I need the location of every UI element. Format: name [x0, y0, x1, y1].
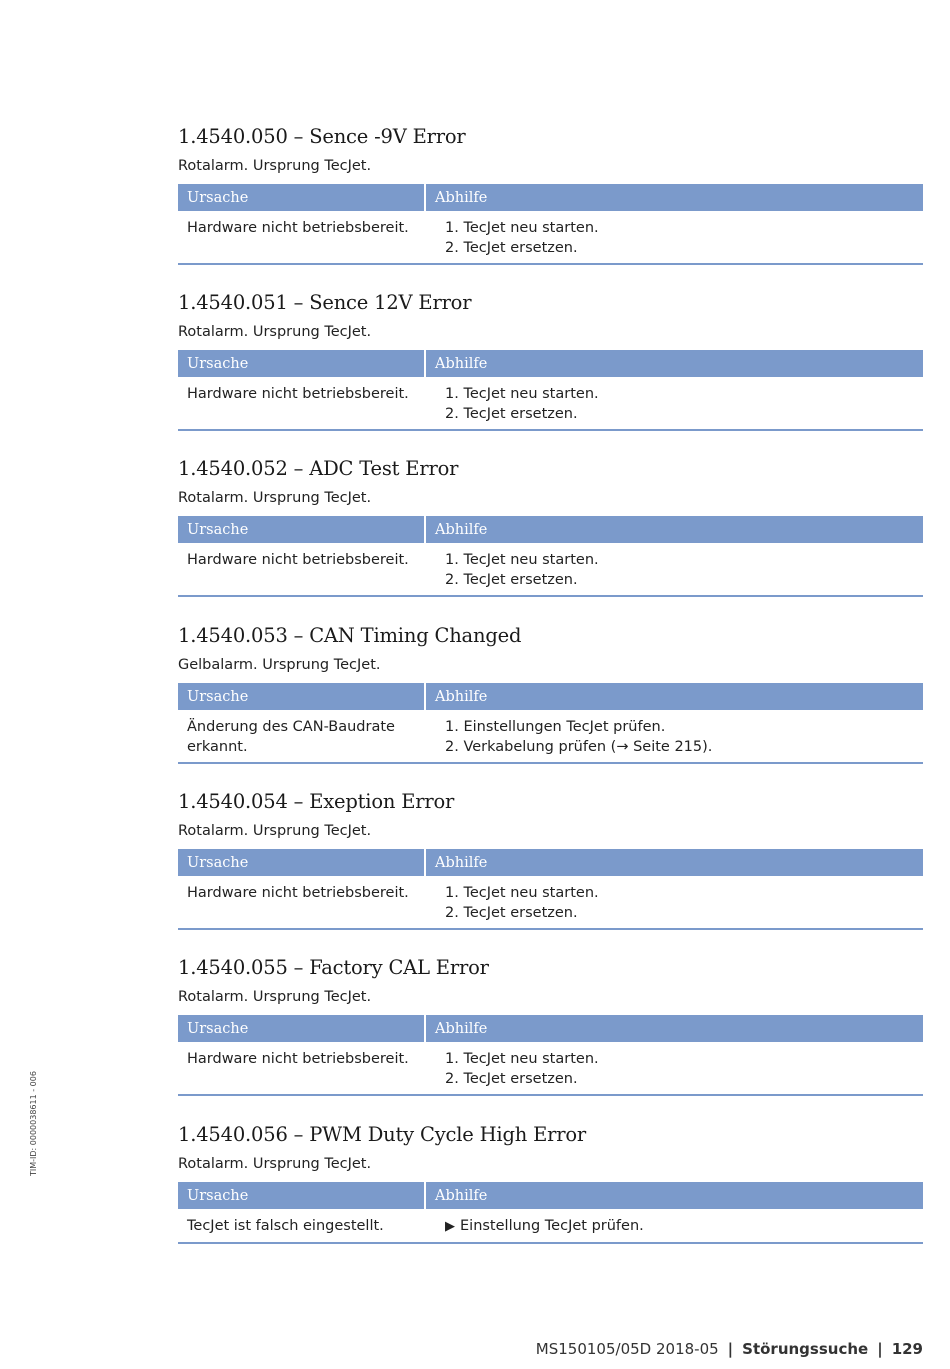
remedy-step: 2. TecJet ersetzen. — [445, 572, 578, 588]
remedy-step: 2. TecJet ersetzen. — [445, 240, 578, 256]
remedy-step: 1. TecJet neu starten. — [445, 885, 599, 901]
remedy-step: 1. TecJet neu starten. — [445, 552, 599, 568]
header-cause: Ursache — [178, 683, 425, 710]
section-title: 1.4540.053 – CAN Timing Changed — [178, 624, 522, 647]
section-title: 1.4540.054 – Exeption Error — [178, 790, 455, 813]
cause-cell: Hardware nicht betriebsbereit. — [178, 211, 425, 264]
footer-doc-number: MS150105/05D 2018-05 — [535, 1340, 719, 1358]
footer-page-number: 129 — [891, 1340, 923, 1358]
table-header-row — [178, 184, 923, 211]
table-row — [178, 377, 923, 430]
footer-separator: | — [877, 1340, 883, 1358]
error-section-4540-050 — [178, 122, 923, 265]
remedy-steps — [445, 717, 923, 757]
cause-line: erkannt. — [187, 739, 248, 755]
table-header-row — [178, 1015, 923, 1042]
header-cause: Ursache — [178, 184, 425, 211]
section-title: 1.4540.052 – ADC Test Error — [178, 457, 459, 480]
footer-chapter: Störungssuche — [742, 1340, 869, 1358]
error-section-4540-051 — [178, 288, 923, 431]
section-title: 1.4540.056 – PWM Duty Cycle High Error — [178, 1123, 587, 1146]
remedy-step: 1. TecJet neu starten. — [445, 220, 599, 236]
table-row — [178, 543, 923, 596]
error-table — [178, 1015, 923, 1096]
section-subtitle: Gelbalarm. Ursprung TecJet. — [178, 657, 381, 673]
header-cause: Ursache — [178, 516, 425, 543]
error-table — [178, 350, 923, 431]
table-row — [178, 1209, 923, 1243]
remedy-step: 2. TecJet ersetzen. — [445, 406, 578, 422]
cause-cell: Hardware nicht betriebsbereit. — [178, 1042, 425, 1095]
header-cause: Ursache — [178, 350, 425, 377]
cause-cell — [178, 710, 425, 763]
table-header-row — [178, 1182, 923, 1209]
remedy-step: 2. TecJet ersetzen. — [445, 905, 578, 921]
remedy-cell — [425, 1042, 923, 1095]
header-remedy: Abhilfe — [425, 184, 923, 211]
error-table — [178, 683, 923, 764]
remedy-steps — [445, 1049, 923, 1089]
header-remedy: Abhilfe — [425, 849, 923, 876]
remedy-steps — [445, 550, 923, 590]
section-subtitle: Rotalarm. Ursprung TecJet. — [178, 324, 372, 340]
error-table — [178, 849, 923, 930]
footer-separator: | — [727, 1340, 734, 1358]
section-subtitle: Rotalarm. Ursprung TecJet. — [178, 823, 372, 839]
error-section-4540-053 — [178, 621, 923, 764]
cause-cell: Hardware nicht betriebsbereit. — [178, 876, 425, 929]
section-title: 1.4540.055 – Factory CAL Error — [178, 956, 489, 979]
error-table — [178, 1182, 923, 1244]
table-header-row — [178, 516, 923, 543]
remedy-cell — [425, 377, 923, 430]
table-header-row — [178, 350, 923, 377]
remedy-step: 2. Verkabelung prüfen (→ Seite 215). — [445, 739, 713, 755]
cause-cell: TecJet ist falsch eingestellt. — [178, 1209, 425, 1243]
error-section-4540-052 — [178, 454, 923, 597]
remedy-steps — [445, 218, 923, 258]
section-subtitle: Rotalarm. Ursprung TecJet. — [178, 158, 372, 174]
error-table — [178, 184, 923, 265]
section-subtitle: Rotalarm. Ursprung TecJet. — [178, 989, 372, 1005]
remedy-cell — [425, 211, 923, 264]
cause-line: Änderung des CAN-Baudrate — [187, 719, 395, 735]
table-row — [178, 710, 923, 763]
remedy-cell — [425, 1209, 923, 1243]
remedy-steps — [445, 384, 923, 424]
header-remedy: Abhilfe — [425, 516, 923, 543]
section-subtitle: Rotalarm. Ursprung TecJet. — [178, 490, 372, 506]
tim-id-label: TIM-ID: 0000038611 - 006 — [29, 1071, 38, 1176]
table-row — [178, 876, 923, 929]
error-section-4540-054 — [178, 787, 923, 930]
remedy-cell — [425, 710, 923, 763]
header-remedy: Abhilfe — [425, 1182, 923, 1209]
remedy-step: 1. Einstellungen TecJet prüfen. — [445, 719, 666, 735]
remedy-action: Einstellung TecJet prüfen. — [460, 1218, 644, 1234]
header-remedy: Abhilfe — [425, 350, 923, 377]
section-subtitle: Rotalarm. Ursprung TecJet. — [178, 1156, 372, 1172]
header-cause: Ursache — [178, 1182, 425, 1209]
header-cause: Ursache — [178, 849, 425, 876]
header-cause: Ursache — [178, 1015, 425, 1042]
page-footer — [536, 1339, 923, 1359]
cause-cell: Hardware nicht betriebsbereit. — [178, 377, 425, 430]
table-header-row — [178, 683, 923, 710]
cause-cell: Hardware nicht betriebsbereit. — [178, 543, 425, 596]
table-row — [178, 1042, 923, 1095]
remedy-cell — [425, 543, 923, 596]
error-section-4540-055 — [178, 953, 923, 1096]
remedy-step: 2. TecJet ersetzen. — [445, 1071, 578, 1087]
table-row — [178, 211, 923, 264]
remedy-steps — [445, 883, 923, 923]
play-arrow-icon: ▶ — [445, 1219, 455, 1234]
error-section-4540-056 — [178, 1120, 923, 1244]
section-title: 1.4540.050 – Sence -9V Error — [178, 125, 466, 148]
header-remedy: Abhilfe — [425, 683, 923, 710]
section-title: 1.4540.051 – Sence 12V Error — [178, 291, 472, 314]
error-table — [178, 516, 923, 597]
remedy-cell — [425, 876, 923, 929]
header-remedy: Abhilfe — [425, 1015, 923, 1042]
remedy-step: 1. TecJet neu starten. — [445, 386, 599, 402]
table-header-row — [178, 849, 923, 876]
remedy-step: 1. TecJet neu starten. — [445, 1051, 599, 1067]
